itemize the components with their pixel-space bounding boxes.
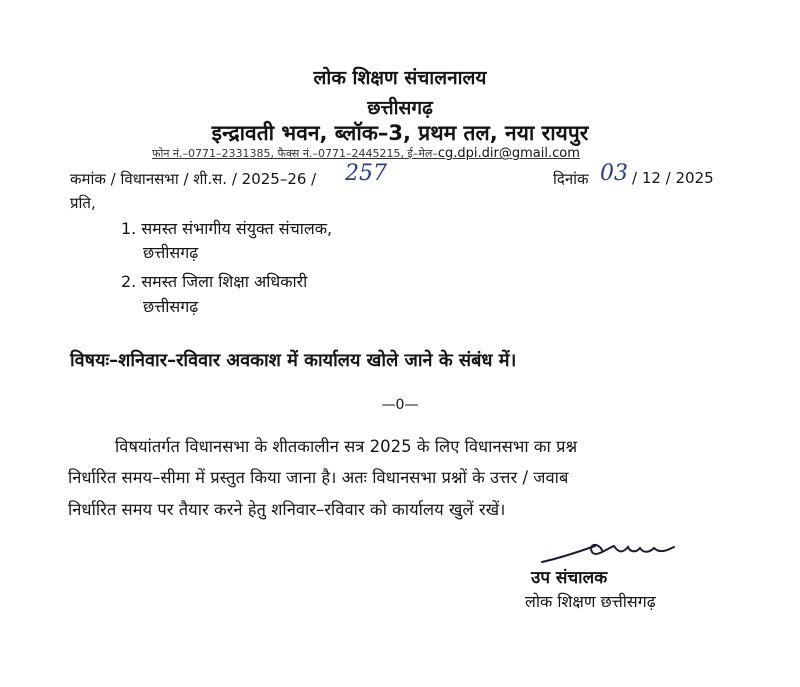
department-name: लोक शिक्षण संचालनालय — [313, 67, 487, 89]
signature-mark — [540, 538, 690, 568]
signatory-designation: उप संचालक — [531, 568, 608, 588]
contact-email: cg.dpi.dir@gmail.com — [437, 146, 580, 161]
reference-label: कमांक / विधानसभा / शी.स. / 2025–26 / — [70, 170, 317, 188]
state-name: छत्तीसगढ़ — [367, 97, 433, 119]
contact-line — [152, 146, 580, 161]
divider: —0— — [381, 397, 419, 413]
reference-number: 257 — [345, 161, 387, 186]
body-line-2: निर्धारित समय–सीमा में प्रस्तुत किया जाना है। अतः विधानसभा प्रश्नों के उत्तर / जवाब — [68, 468, 569, 487]
addressee-2: 2. समस्त जिला शिक्षा अधिकारी — [121, 272, 308, 291]
body-line-1: विषयांतर्गत विधानसभा के शीतकालीन सत्र 2025 के लिए विधानसभा का प्रश्न — [115, 437, 578, 456]
body-line-3: निर्धारित समय पर तैयार करने हेतु शनिवार–रविवार को कार्यालय खुलें रखें। — [68, 500, 506, 519]
subject-line: विषयः–शनिवार–रविवार अवकाश में कार्यालय खोले जाने के संबंध में। — [70, 350, 517, 371]
contact-phone-fax: फोन नं.–0771–2331385, फैक्स नं.–0771–2445215, ई–मेल– — [152, 147, 438, 160]
addressee-2-state: छत्तीसगढ़ — [143, 297, 199, 316]
addressee-1-state: छत्तीसगढ़ — [143, 243, 199, 262]
date-label: दिनांक — [553, 170, 589, 188]
addressee-heading: प्रति, — [70, 194, 96, 212]
signatory-office: लोक शिक्षण छत्तीसगढ़ — [525, 592, 656, 611]
date-month-year: / 12 / 2025 — [632, 169, 714, 187]
date-day: 03 — [600, 161, 628, 186]
office-address: इन्द्रावती भवन, ब्लॉक–3, प्रथम तल, नया रायपुर — [211, 121, 589, 145]
addressee-1: 1. समस्त संभागीय संयुक्त संचालक, — [121, 219, 333, 238]
